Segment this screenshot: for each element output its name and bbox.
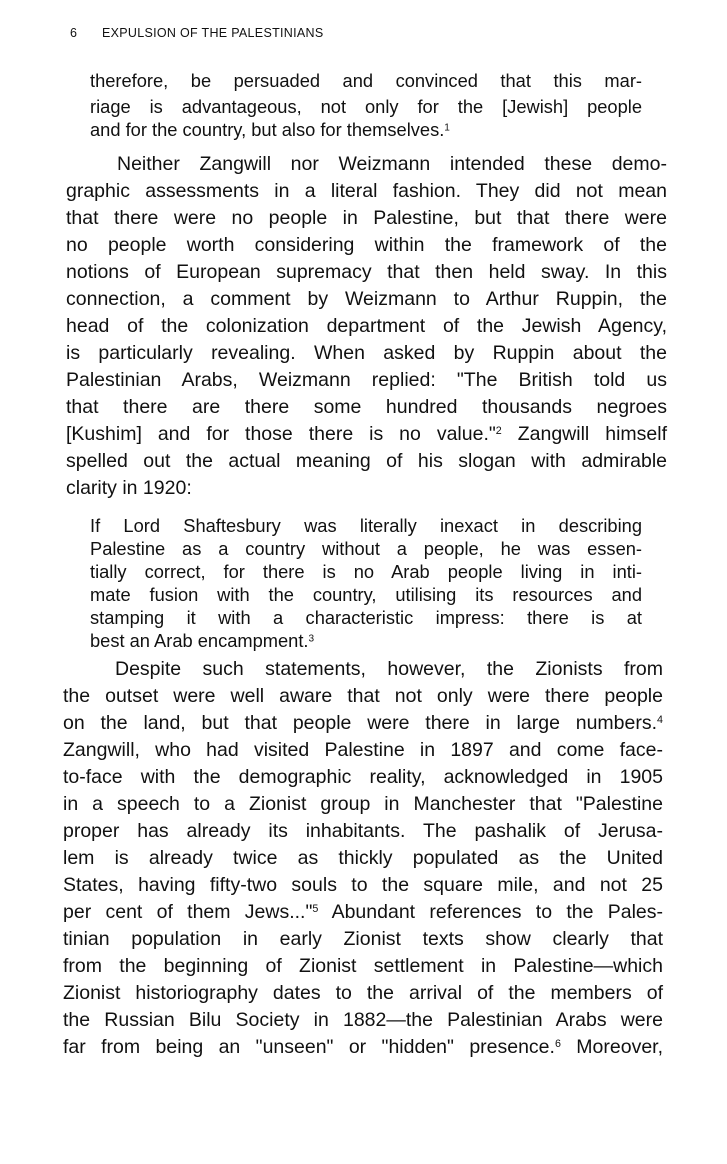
text-line: on the land, but that people were there in large numbers.$^4$ — [63, 712, 663, 734]
text-line: to-face with the demographic reality, acknowledged in 1905 — [63, 766, 663, 788]
page-number: 6 — [70, 26, 78, 40]
text-line: stamping it with a characteristic impress: there is at — [90, 607, 642, 628]
footnote-ref: 5 — [312, 903, 319, 916]
text-line: [Kushim] and for those there is no value."$^2$ Zangwill himself — [66, 423, 667, 445]
text-line: tially correct, for there is no Arab people living in inti- — [90, 561, 642, 582]
text-line: mate fusion with the country, utilising its resources and — [90, 584, 642, 605]
footnote-ref: 4 — [657, 714, 663, 727]
text-line: far from being an "unseen" or "hidden" presence.$^6$ Moreover, — [63, 1036, 663, 1058]
text-line: in a speech to a Zionist group in Manchester that "Palestine — [63, 793, 663, 815]
text-line: notions of European supremacy that then held sway. In this — [66, 261, 667, 283]
footnote-ref: 2 — [495, 425, 502, 438]
text-line: Neither Zangwill nor Weizmann intended these demo- — [117, 153, 667, 175]
text-line: from the beginning of Zionist settlement in Palestine—which — [63, 955, 663, 977]
text-line: per cent of them Jews..."$^5$ Abundant references to the Pales- — [63, 901, 663, 923]
running-title: EXPULSION OF THE PALESTINIANS — [102, 26, 324, 40]
text-line: Zionist historiography dates to the arrival of the members of — [63, 982, 663, 1004]
text-line: Zangwill, who had visited Palestine in 1897 and come face- — [63, 739, 663, 761]
text-line: head of the colonization department of the Jewish Agency, — [66, 315, 667, 337]
text-line: that there were no people in Palestine, but that there were — [66, 207, 667, 229]
text-line: proper has already its inhabitants. The pashalik of Jerusa- — [63, 820, 663, 842]
text-line: Palestine as a country without a people, he was essen- — [90, 538, 642, 559]
text-line: and for the country, but also for themselves.$^1$ — [90, 119, 450, 140]
text-line: Despite such statements, however, the Zionists from — [115, 658, 663, 680]
text-line: therefore, be persuaded and convinced that this mar- — [90, 70, 642, 91]
text-line: no people worth considering within the framework of the — [66, 234, 667, 256]
text-line: If Lord Shaftesbury was literally inexact in describing — [90, 515, 642, 536]
text-line: is particularly revealing. When asked by Ruppin about the — [66, 342, 667, 364]
text-line: riage is advantageous, not only for the [Jewish] people — [90, 96, 642, 117]
footnote-ref: 6 — [554, 1038, 561, 1051]
footnote-ref: 3 — [308, 633, 315, 645]
footnote-ref: 1 — [444, 122, 450, 134]
text-line: clarity in 1920: — [66, 477, 192, 499]
text-line: spelled out the actual meaning of his slogan with admirable — [66, 450, 667, 472]
text-line: States, having fifty-two souls to the square mile, and not 25 — [63, 874, 663, 896]
text-line: best an Arab encampment.$^3$ — [90, 630, 315, 651]
text-line: Palestinian Arabs, Weizmann replied: "The British told us — [66, 369, 667, 391]
text-line: the outset were well aware that not only were there people — [63, 685, 663, 707]
text-line: lem is already twice as thickly populated as the United — [63, 847, 663, 869]
text-line: tinian population in early Zionist texts show clearly that — [63, 928, 663, 950]
text-line: the Russian Bilu Society in 1882—the Palestinian Arabs were — [63, 1009, 663, 1031]
text-line: graphic assessments in a literal fashion. They did not mean — [66, 180, 667, 202]
running-head — [70, 26, 324, 40]
text-line: that there are there some hundred thousands negroes — [66, 396, 667, 418]
text-line: connection, a comment by Weizmann to Arthur Ruppin, the — [66, 288, 667, 310]
